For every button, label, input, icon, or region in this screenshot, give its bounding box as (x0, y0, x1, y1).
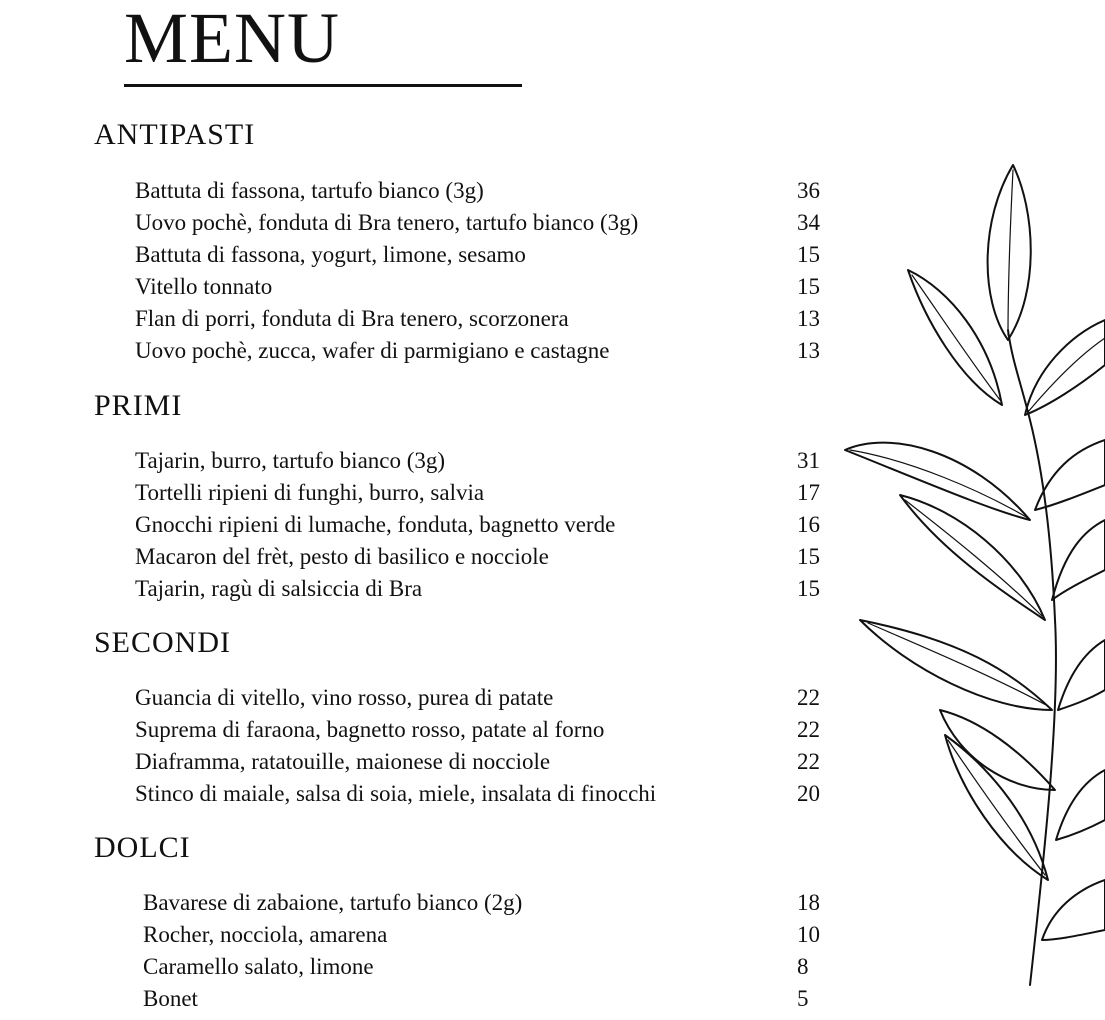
list-item (0, 887, 840, 919)
dish-price: 5 (797, 986, 809, 1011)
list-item (0, 919, 840, 951)
dish-list-primi (0, 445, 840, 605)
dish-name: Flan di porri, fonduta di Bra tenero, scorzonera (135, 306, 569, 331)
dish-price: 15 (797, 274, 820, 299)
section-title-primi: PRIMI (94, 389, 183, 422)
dish-name: Caramello salato, limone (143, 954, 374, 979)
dish-price: 13 (797, 338, 820, 363)
dish-price: 22 (797, 749, 820, 774)
leaf-branch-icon (830, 150, 1105, 1000)
dish-price: 10 (797, 922, 820, 947)
dish-list-antipasti (0, 175, 840, 367)
list-item (0, 778, 840, 810)
list-item (0, 175, 840, 207)
list-item (0, 682, 840, 714)
dish-list-secondi (0, 682, 840, 810)
dish-name: Suprema di faraona, bagnetto rosso, patate al forno (135, 717, 605, 742)
dish-price: 22 (797, 685, 820, 710)
dish-name: Vitello tonnato (135, 274, 273, 299)
dish-name: Rocher, nocciola, amarena (143, 922, 388, 947)
dish-name: Macaron del frèt, pesto di basilico e nocciole (135, 544, 549, 569)
dish-name: Uovo pochè, zucca, wafer di parmigiano e castagne (135, 338, 610, 363)
dish-name: Tajarin, burro, tartufo bianco (3g) (135, 448, 446, 473)
dish-name: Tajarin, ragù di salsiccia di Bra (135, 576, 423, 601)
dish-price: 15 (797, 242, 820, 267)
dish-price: 16 (797, 512, 820, 537)
dish-name: Bonet (143, 986, 198, 1011)
dish-name: Uovo pochè, fonduta di Bra tenero, tartufo bianco (3g) (135, 210, 639, 235)
list-item (0, 714, 840, 746)
list-item (0, 335, 840, 367)
dish-name: Gnocchi ripieni di lumache, fonduta, bagnetto verde (135, 512, 616, 537)
dish-price: 8 (797, 954, 809, 979)
list-item (0, 983, 840, 1015)
dish-price: 18 (797, 890, 820, 915)
section-title-antipasti: ANTIPASTI (94, 118, 256, 151)
dish-price: 34 (797, 210, 820, 235)
dish-name: Battuta di fassona, yogurt, limone, sesamo (135, 242, 526, 267)
dish-name: Guancia di vitello, vino rosso, purea di patate (135, 685, 554, 710)
list-item (0, 746, 840, 778)
list-item (0, 951, 840, 983)
section-title-secondi: SECONDI (94, 626, 232, 659)
list-item (0, 509, 840, 541)
list-item (0, 541, 840, 573)
dish-price: 15 (797, 576, 820, 601)
dish-price: 22 (797, 717, 820, 742)
dish-name: Tortelli ripieni di funghi, burro, salvia (135, 480, 485, 505)
section-title-dolci: DOLCI (94, 831, 191, 864)
dish-price: 20 (797, 781, 820, 806)
dish-price: 13 (797, 306, 820, 331)
dish-price: 15 (797, 544, 820, 569)
dish-price: 17 (797, 480, 820, 505)
dish-price: 36 (797, 178, 820, 203)
list-item (0, 271, 840, 303)
list-item (0, 207, 840, 239)
dish-price: 31 (797, 448, 820, 473)
dish-name: Stinco di maiale, salsa di soia, miele, insalata di finocchi (135, 781, 657, 806)
dish-name: Diaframma, ratatouille, maionese di nocciole (135, 749, 551, 774)
list-item (0, 573, 840, 605)
list-item (0, 477, 840, 509)
page-title: MENU (124, 0, 340, 78)
list-item (0, 239, 840, 271)
dish-name: Battuta di fassona, tartufo bianco (3g) (135, 178, 484, 203)
list-item (0, 445, 840, 477)
title-underline (124, 84, 522, 87)
list-item (0, 303, 840, 335)
dish-list-dolci (0, 887, 840, 1015)
dish-name: Bavarese di zabaione, tartufo bianco (2g) (143, 890, 523, 915)
